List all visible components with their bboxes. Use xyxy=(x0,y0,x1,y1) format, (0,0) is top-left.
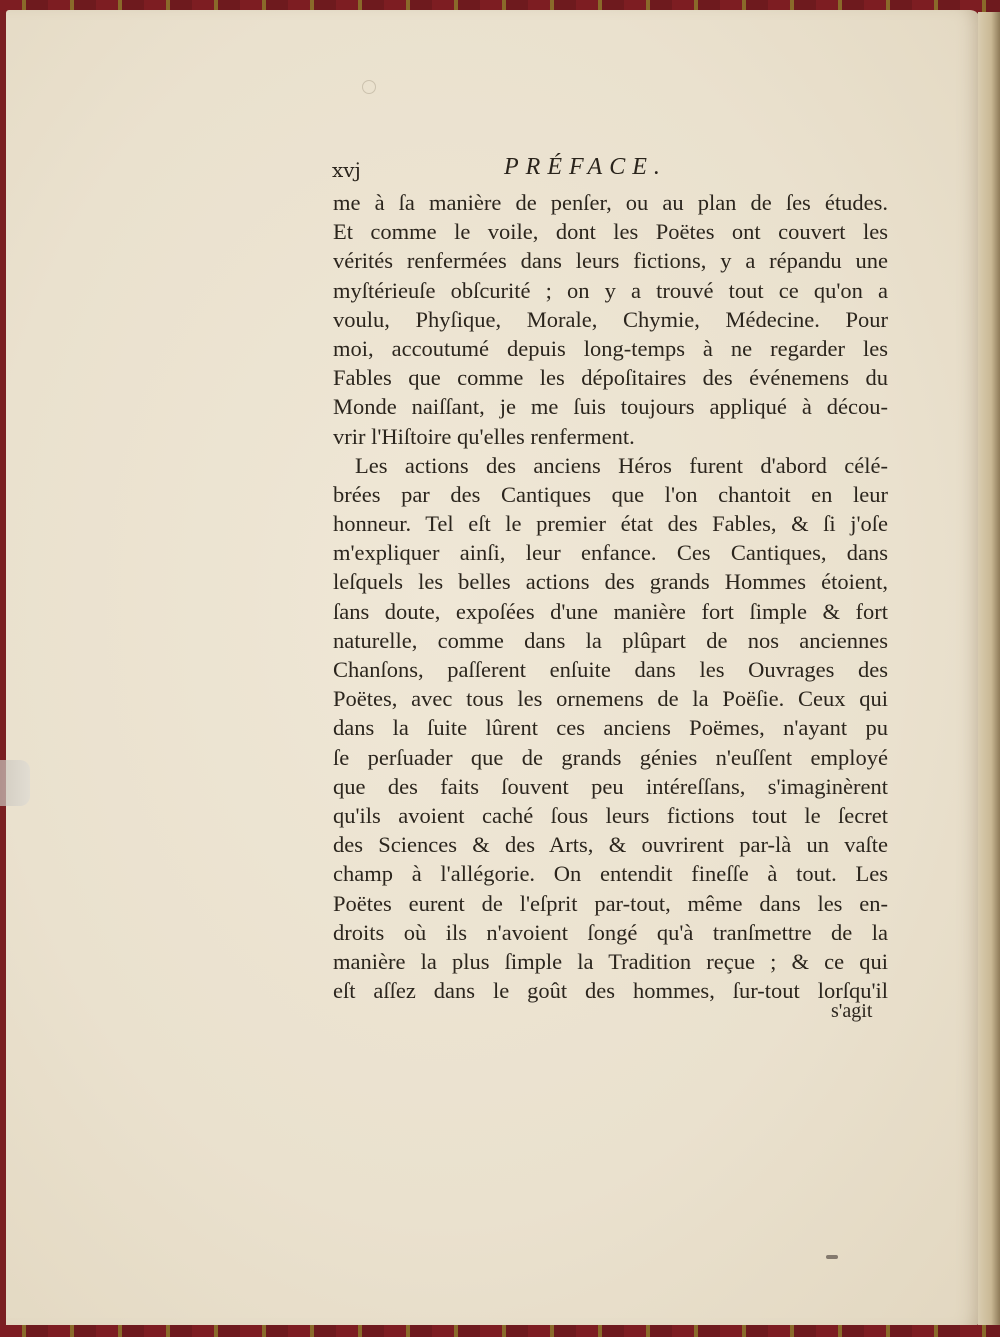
text-line: naturelle, comme dans la plûpart de nos anciennes xyxy=(333,627,888,653)
text-line: vérités renfermées dans leurs fictions, y a répandu une xyxy=(333,248,888,274)
page-number: xvj xyxy=(332,158,361,182)
catchword: s'agit xyxy=(831,1000,873,1022)
text-line: Les actions des anciens Héros furent d'abord célé- xyxy=(355,452,888,478)
text-line: Poëtes eurent de l'eſprit par-tout, même dans les en- xyxy=(333,890,888,916)
text-line: voulu, Phyſique, Morale, Chymie, Médecine. Pour xyxy=(333,306,888,332)
text-line: Poëtes, avec tous les ornemens de la Poëſie. Ceux qui xyxy=(333,686,888,712)
running-head: PRÉFACE. xyxy=(504,154,667,180)
text-line: eſt aſſez dans le goût des hommes, ſur-tout lorſqu'il xyxy=(333,978,888,1004)
paper-blemish xyxy=(362,80,376,94)
text-line: droits où ils n'avoient ſongé qu'à tranſmettre de la xyxy=(333,919,888,945)
text-line: Monde naiſſant, je me ſuis toujours appliqué à décou- xyxy=(333,394,888,420)
page-edge-shadow xyxy=(978,12,1000,1326)
text-line: me à ſa manière de penſer, ou au plan de ſes études. xyxy=(333,190,888,215)
text-line: vrir l'Hiſtoire qu'elles renferment. xyxy=(333,423,635,449)
body-text xyxy=(333,188,888,1005)
text-line: champ à l'allégorie. On entendit fineſſe à tout. Les xyxy=(333,861,888,887)
text-line: myſtérieuſe obſcurité ; on y a trouvé tout ce qu'on a xyxy=(333,277,888,303)
scanner-clip xyxy=(0,760,30,806)
text-line: Et comme le voile, dont les Poëtes ont couvert les xyxy=(333,219,888,245)
text-line: m'expliquer ainſi, leur enfance. Ces Cantiques, dans xyxy=(333,540,888,566)
text-line: qu'ils avoient caché ſous leurs fictions tout le ſecret xyxy=(333,802,888,828)
text-line: Chanſons, paſſerent enſuite dans les Ouvrages des xyxy=(333,657,888,682)
text-line: dans la ſuite lûrent ces anciens Poëmes, n'ayant pu xyxy=(333,715,888,741)
book-bottom-edge xyxy=(0,1325,1000,1337)
page-header xyxy=(330,150,890,190)
text-line: Fables que comme les dépoſitaires des événemens du xyxy=(333,365,888,391)
text-line: que des faits ſouvent peu intéreſſans, s'imaginèrent xyxy=(333,773,888,799)
text-line: manière la plus ſimple la Tradition reçue ; & ce qui xyxy=(333,948,888,974)
text-line: ſe perſuader que de grands génies n'euſſent employé xyxy=(333,744,888,770)
text-line: brées par des Cantiques que l'on chantoit en leur xyxy=(333,481,888,507)
text-line: moi, accoutumé depuis long-temps à ne regarder les xyxy=(333,335,888,361)
text-line: des Sciences & des Arts, & ouvrirent par-là un vaſte xyxy=(333,832,888,858)
text-line: ſans doute, expoſées d'une manière fort ſimple & fort xyxy=(333,598,888,624)
text-line: honneur. Tel eſt le premier état des Fables, & ſi j'oſe xyxy=(333,511,888,537)
ink-speck xyxy=(826,1255,838,1259)
text-line: leſquels les belles actions des grands Hommes étoient, xyxy=(333,569,888,595)
